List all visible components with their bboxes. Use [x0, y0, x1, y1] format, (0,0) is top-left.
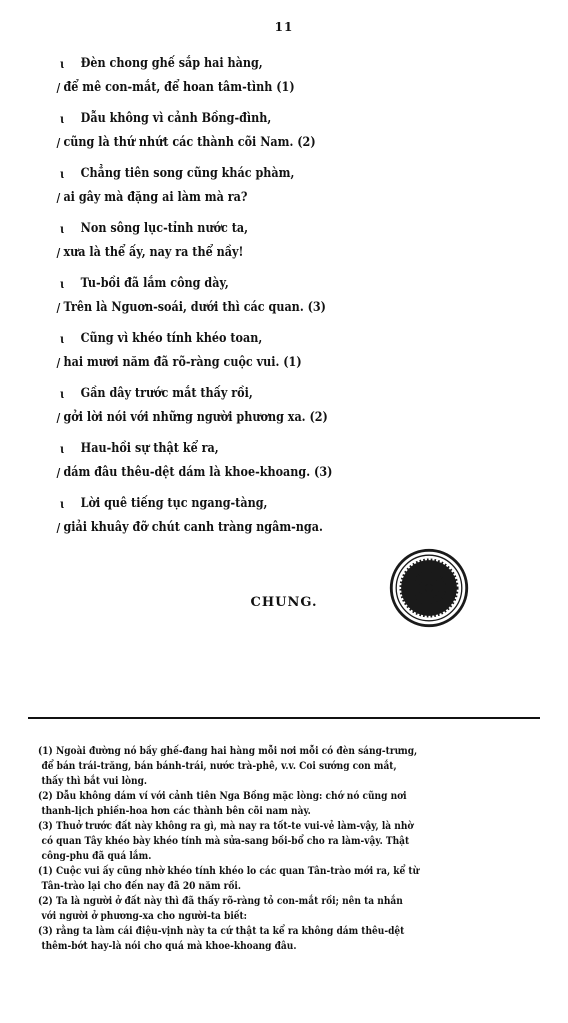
verse-six-syllable [60, 437, 438, 461]
verse-mark: / [56, 191, 61, 205]
verse-mark: ɩ [60, 387, 64, 401]
verse-text: hai mươi năm đã rõ-ràng cuộc vui. (1) [63, 355, 302, 370]
footnote-line: thanh-lịch phiền-hoa hơn các thành bên cõi nam này. [41, 805, 311, 817]
footnote [38, 819, 509, 864]
stanza [56, 382, 500, 430]
footnote-line: với người ở phương-xa cho người-ta biết: [41, 910, 248, 922]
footnote-line: có quan Tây khéo bày khéo tính mà sửa-sang bồi-bổ cho ra làm-vậy. Thật [41, 835, 410, 847]
verse-mark: / [56, 136, 61, 150]
library-stamp [388, 547, 470, 629]
verse-mark: ɩ [60, 112, 64, 126]
verse-eight-syllable [56, 241, 438, 265]
footnote [38, 744, 509, 789]
verse-text: gởi lời nói với những người phương xa. (2) [63, 410, 328, 425]
closing-word: CHUNG. [250, 595, 318, 610]
verse-text: Tu-bồi đã lắm công dày, [80, 276, 229, 291]
verse-eight-syllable [56, 131, 438, 155]
verse-eight-syllable [56, 76, 438, 100]
footnote-line: (1) Ngoài đường nó bầy ghế-đang hai hàng mỗi nơi mỗi có đèn sáng-trưng, [38, 745, 418, 757]
verse-mark: / [56, 246, 61, 260]
stanza [56, 162, 500, 210]
stanza [56, 437, 500, 485]
verse-mark: ɩ [60, 167, 64, 181]
stanza [56, 492, 500, 540]
verse-eight-syllable [56, 516, 438, 540]
verse-six-syllable [60, 52, 438, 76]
verse-six-syllable [60, 217, 438, 241]
verse-mark: / [56, 356, 61, 370]
verse-six-syllable [60, 382, 438, 406]
footnote-divider [28, 717, 540, 719]
verse-mark: ɩ [60, 222, 64, 236]
verse-text: Hau-hồi sự thật kể ra, [80, 441, 219, 456]
verse-mark: ɩ [60, 57, 64, 71]
page-number: 11 [274, 20, 294, 34]
footnote-line: (2) Ta là người ở đất này thì đã thấy rõ-ràng tỏ con-mắt rồi; nên ta nhắn [38, 895, 403, 907]
footnote-line: để bán trái-trăng, bán bánh-trái, nước trà-phê, v.v. Coi sướng con mắt, [41, 760, 397, 772]
footnote-line: (2) Dẫu không dám ví với cảnh tiên Nga Bồng mặc lòng: chớ nó cũng nơi [38, 790, 407, 802]
verse-text: giải khuây đỡ chút canh tràng ngâm-nga. [63, 520, 323, 535]
verse-text: Chẳng tiên song cũng khác phàm, [80, 166, 295, 181]
verse-text: dám đâu thêu-dệt dám là khoe-khoang. (3) [63, 465, 333, 480]
verse-text: để mê con-mắt, để hoan tâm-tình (1) [63, 80, 295, 95]
verse-mark: / [56, 466, 61, 480]
verse-text: Non sông lục-tỉnh nước ta, [80, 221, 249, 236]
verse-mark: / [56, 521, 61, 535]
verse-mark: / [56, 411, 61, 425]
footnote [38, 894, 509, 924]
verse-eight-syllable [56, 351, 438, 375]
verse-text: Cũng vì khéo tính khéo toan, [80, 331, 263, 346]
verse-text: Gần dây trước mắt thấy rồi, [80, 386, 253, 401]
stanza [56, 272, 500, 320]
footnote-line: (1) Cuộc vui ấy cũng nhờ khéo tính khéo lo các quan Tân-trào mới ra, kể từ [38, 865, 420, 877]
verse-six-syllable [60, 327, 438, 351]
stanza [56, 327, 500, 375]
verse-six-syllable [60, 492, 438, 516]
verse-mark: ɩ [60, 497, 64, 511]
footnote-line: thêm-bớt hay-là nói cho quá mà khoe-khoang đâu. [41, 940, 297, 952]
stanza [56, 217, 500, 265]
verse-text: xưa là thể ấy, nay ra thể nầy! [63, 245, 244, 260]
verse-eight-syllable [56, 406, 438, 430]
verse-eight-syllable [56, 296, 438, 320]
footnote-line: (3) rằng ta làm cái điệu-vịnh này ta cứ thật ta kể ra không dám thêu-dệt [38, 925, 405, 937]
verse-six-syllable [60, 272, 438, 296]
verse-text: Dẫu không vì cảnh Bồng-đình, [80, 111, 272, 126]
footnote-line: thấy thì bắt vui lòng. [41, 775, 148, 787]
footnote-line: công-phu đã quá lắm. [41, 850, 152, 862]
stanza [56, 52, 500, 100]
verse-mark: ɩ [60, 442, 64, 456]
verse-text: ai gây mà đặng ai làm mà ra? [63, 190, 248, 205]
footnote-line: (3) Thuở trước đất này không ra gì, mà nay ra tốt-te vui-vẻ làm-vậy, là nhờ [38, 820, 414, 832]
verse-mark: ɩ [60, 277, 64, 291]
stamp-ink [391, 550, 466, 625]
footnote [38, 924, 509, 954]
verse-six-syllable [60, 162, 438, 186]
footnote [38, 864, 509, 894]
stanza [56, 107, 500, 155]
poem [56, 52, 500, 547]
verse-text: cũng là thứ nhứt các thành cõi Nam. (2) [63, 135, 316, 150]
verse-mark: / [56, 81, 61, 95]
verse-mark: ɩ [60, 332, 64, 346]
verse-eight-syllable [56, 186, 438, 210]
verse-text: Đèn chong ghế sắp hai hàng, [80, 56, 263, 71]
verse-text: Trên là Nguơn-soái, dưới thì các quan. (3) [63, 300, 326, 315]
footnote-line: Tân-trào lại cho đến nay đã 20 năm rồi. [41, 880, 242, 892]
verse-mark: / [56, 301, 61, 315]
verse-text: Lời quê tiếng tục ngang-tàng, [80, 496, 268, 511]
footnote [38, 789, 509, 819]
verse-six-syllable [60, 107, 438, 131]
footnotes [38, 744, 568, 954]
verse-eight-syllable [56, 461, 438, 485]
